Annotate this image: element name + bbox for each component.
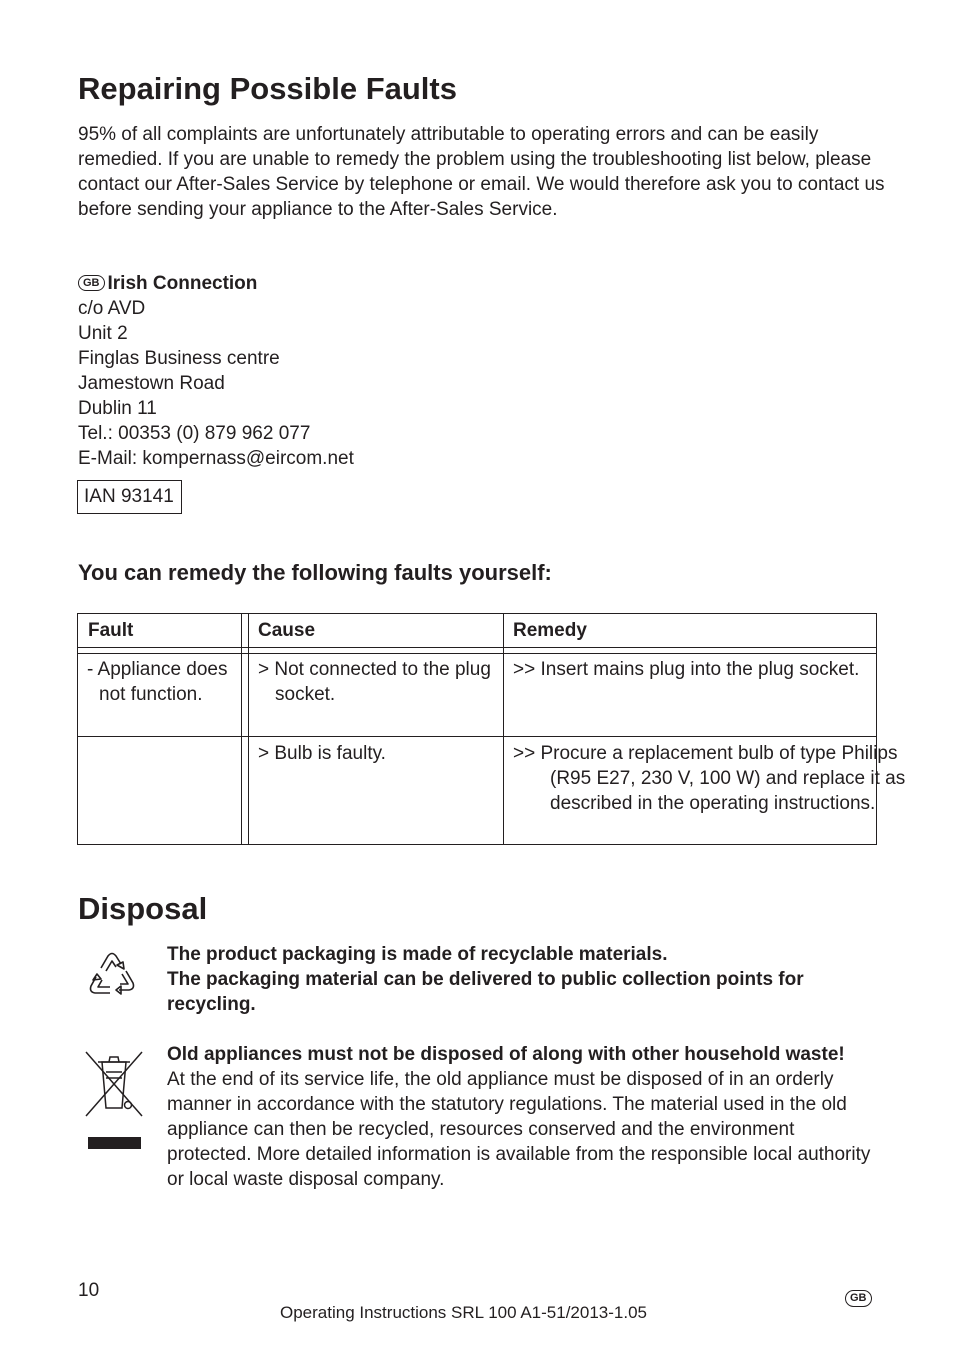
row-2-remedy: >> Procure a replacement bulb of type Philips (R95 E27, 230 V, 100 W) and replace it as described in the operating instructions. — [513, 743, 906, 814]
packaging-text — [167, 942, 857, 1017]
row-1-cause: > Not connected to the plug socket. — [258, 659, 491, 705]
page-title: Repairing Possible Faults — [78, 71, 457, 106]
table-column-divider — [503, 614, 504, 844]
column-header-cause: Cause — [258, 620, 316, 641]
ian-box: IAN 93141 — [77, 480, 182, 514]
address-line: c/o AVD — [78, 298, 146, 319]
disposal-title: Disposal — [78, 891, 208, 926]
column-header-remedy: Remedy — [513, 620, 587, 641]
packaging-line: The product packaging is made of recyclable materials. — [167, 944, 668, 965]
weee-heading: Old appliances must not be disposed of along with other household waste! — [167, 1044, 845, 1065]
column-header-fault: Fault — [88, 620, 134, 641]
fault-table — [77, 613, 906, 845]
packaging-line: The packaging material can be delivered to public collection points for recycling. — [167, 969, 804, 1015]
crossed-bin-icon — [84, 1048, 144, 1152]
weee-text-block — [167, 1042, 877, 1192]
page-number: 10 — [78, 1280, 100, 1301]
service-address — [78, 271, 578, 471]
address-company-line — [78, 271, 578, 296]
company-name: Irish Connection — [107, 273, 258, 294]
row-2-cause: > Bulb is faulty. — [258, 743, 386, 764]
email-line: E-Mail: kompernass@eircom.net — [78, 448, 354, 469]
intro-paragraph: 95% of all complaints are unfortunately attributable to operating errors and can be easily remedied. If you are unable to remedy the problem using the troubleshooting list below, please contact our After-Sales Service by telephone or email. We would therefore ask you to contact us before sending your appliance to the After-Sales Service. — [78, 124, 885, 220]
country-badge: GB — [78, 275, 105, 291]
table-column-divider — [241, 614, 242, 844]
footer-country-badge: GB — [845, 1290, 872, 1307]
table-row-divider — [78, 736, 876, 737]
faults-heading: You can remedy the following faults yourself: — [78, 560, 552, 585]
row-1-remedy: >> Insert mains plug into the plug socket. — [513, 659, 860, 680]
address-line: Dublin 11 — [78, 398, 157, 419]
address-line: Finglas Business centre — [78, 348, 280, 369]
address-line: Jamestown Road — [78, 373, 225, 394]
weee-paragraph: At the end of its service life, the old appliance must be disposed of in an orderly manner in accordance with the statutory regulations. The material used in the old appliance can then be recycled, resources conserved and the environment protected. More detailed information is available from the responsible local authority or local waste disposal company. — [167, 1069, 871, 1190]
table-header-divider — [78, 653, 876, 654]
table-header-divider — [78, 647, 876, 648]
table-column-divider — [248, 614, 249, 844]
row-1-fault: - Appliance does not function. — [87, 659, 228, 705]
address-line: Unit 2 — [78, 323, 128, 344]
recycling-icon — [86, 949, 138, 999]
document-reference: Operating Instructions SRL 100 A1-51/2013-1.05 — [280, 1303, 647, 1322]
telephone-line: Tel.: 00353 (0) 879 962 077 — [78, 423, 311, 444]
